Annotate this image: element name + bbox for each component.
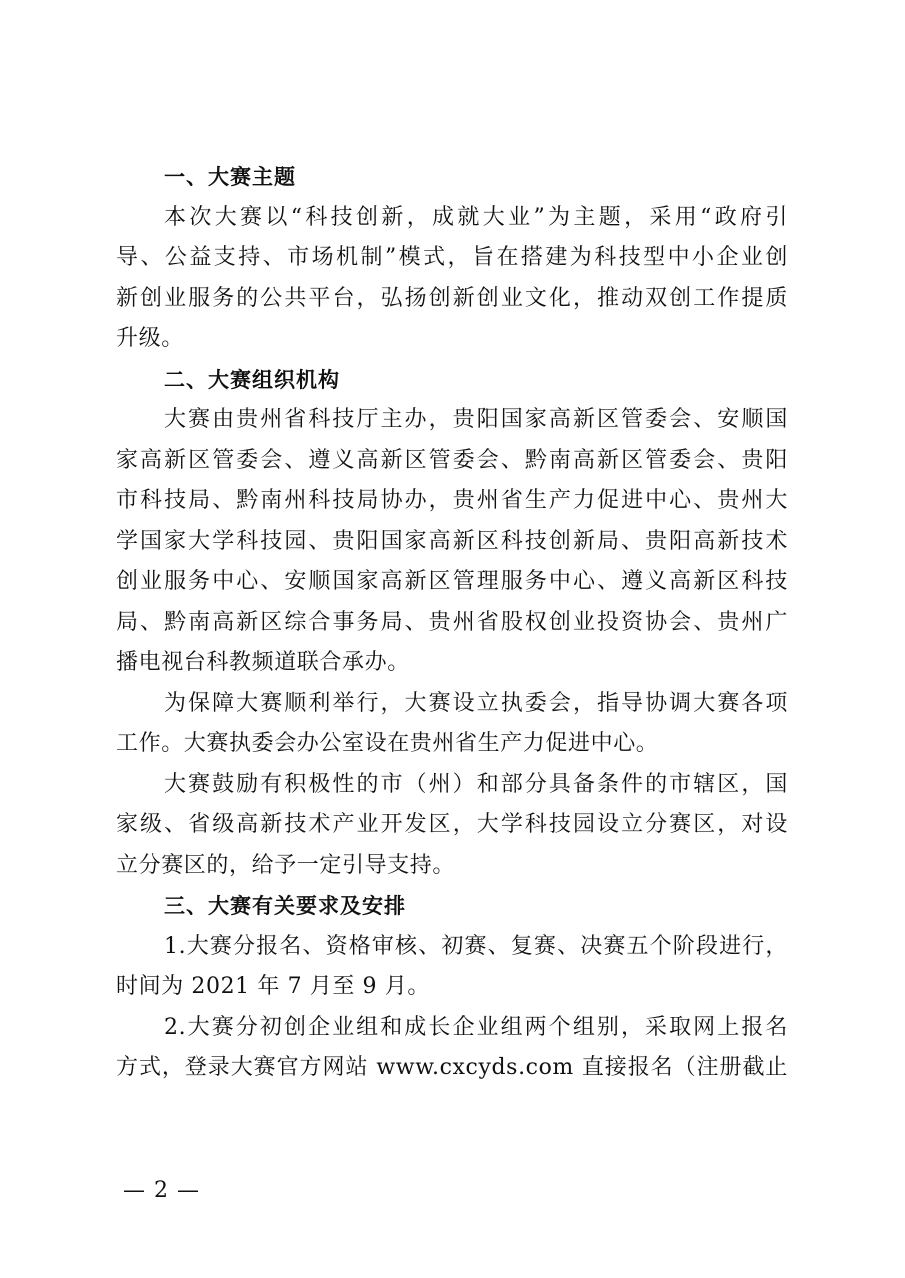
paragraph-line: 创业服务中心、安顺国家高新区管理服务中心、遵义高新区科技 <box>116 569 788 594</box>
document-body <box>116 157 788 1089</box>
paragraph-line: 局、黔南高新区综合事务局、贵州省股权创业投资协会、贵州广 <box>116 609 788 635</box>
paragraph-line: 时间为 2021 年 7 月至 9 月。 <box>116 974 430 999</box>
section-theme <box>116 157 788 360</box>
paragraph-line: 播电视台科教频道联合承办。 <box>116 650 410 675</box>
paragraph-line: 2.大赛分初创企业组和成长企业组两个组别，采取网上报名 <box>164 1014 788 1040</box>
paragraph <box>116 1008 788 1089</box>
page-number: — 2 — <box>123 1178 200 1203</box>
paragraph-line: 家级、省级高新技术产业开发区，大学科技园设立分赛区，对设 <box>116 812 788 837</box>
paragraph-line: 家高新区管委会、遵义高新区管委会、黔南高新区管委会、贵阳 <box>116 447 788 473</box>
paragraph-line: 大赛由贵州省科技厅主办，贵阳国家高新区管委会、安顺国 <box>164 407 788 432</box>
paragraph-line: 市科技局、黔南州科技局协办，贵州省生产力促进中心、贵州大 <box>116 488 788 513</box>
paragraph <box>116 765 788 887</box>
paragraph-line: 本次大赛以“科技创新，成就大业”为主题，采用“政府引 <box>164 204 788 230</box>
section-heading: 三、大赛有关要求及安排 <box>164 894 406 918</box>
section-heading: 一、大赛主题 <box>164 165 296 189</box>
paragraph-line: 新创业服务的公共平台，弘扬创新创业文化，推动双创工作提质 <box>116 285 788 311</box>
paragraph-line: 立分赛区的，给予一定引导支持。 <box>116 852 456 878</box>
paragraph-line: 升级。 <box>116 326 184 351</box>
section-requirements <box>116 886 788 1089</box>
paragraph <box>116 400 788 684</box>
paragraph <box>116 927 788 1008</box>
paragraph <box>116 198 788 360</box>
paragraph <box>116 684 788 765</box>
paragraph-line: 学国家大学科技园、贵阳国家高新区科技创新局、贵阳高新技术 <box>116 528 788 554</box>
section-heading: 二、大赛组织机构 <box>164 367 340 392</box>
paragraph-line: 导、公益支持、市场机制”模式，旨在搭建为科技型中小企业创 <box>116 245 788 270</box>
section-organization <box>116 360 788 887</box>
paragraph-line: 1.大赛分报名、资格审核、初赛、复赛、决赛五个阶段进行， <box>164 933 788 959</box>
paragraph-line: 方式，登录大赛官方网站 www.cxcyds.com 直接报名（注册截止 <box>116 1055 788 1080</box>
paragraph-line: 为保障大赛顺利举行，大赛设立执委会，指导协调大赛各项 <box>164 690 788 716</box>
paragraph-line: 大赛鼓励有积极性的市（州）和部分具备条件的市辖区，国 <box>164 771 788 797</box>
paragraph-line: 工作。大赛执委会办公室设在贵州省生产力促进中心。 <box>116 731 659 756</box>
